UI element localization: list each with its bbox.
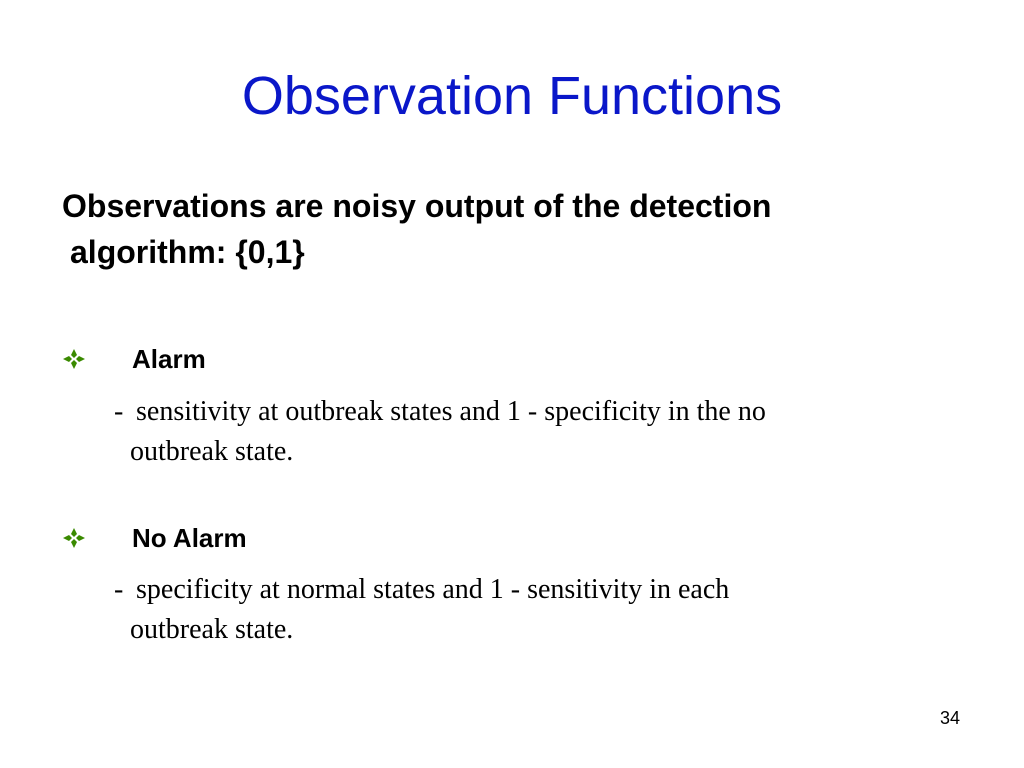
page-number: 34 bbox=[939, 708, 961, 728]
bullet-label-no-alarm: No Alarm bbox=[132, 523, 247, 553]
dash-marker: - bbox=[114, 574, 124, 605]
bullet-detail-alarm bbox=[114, 392, 934, 472]
intro-text bbox=[62, 183, 982, 275]
diamond-bullet-icon bbox=[62, 527, 86, 549]
diamond-bullet-icon bbox=[62, 348, 86, 370]
detail-line-1: sensitivity at outbreak states and 1 - specificity in the no bbox=[136, 396, 766, 427]
detail-line-2: outbreak state. bbox=[130, 436, 294, 467]
intro-line-2: algorithm: {0,1} bbox=[70, 234, 305, 270]
bullet-label-alarm: Alarm bbox=[132, 344, 206, 374]
intro-line-1: Observations are noisy output of the detection bbox=[62, 188, 772, 224]
slide-title: Observation Functions bbox=[241, 66, 783, 126]
bullet-detail-no-alarm bbox=[114, 570, 934, 650]
detail-line-2: outbreak state. bbox=[130, 614, 294, 645]
dash-marker: - bbox=[114, 396, 124, 427]
detail-line-1: specificity at normal states and 1 - sensitivity in each bbox=[136, 574, 730, 605]
